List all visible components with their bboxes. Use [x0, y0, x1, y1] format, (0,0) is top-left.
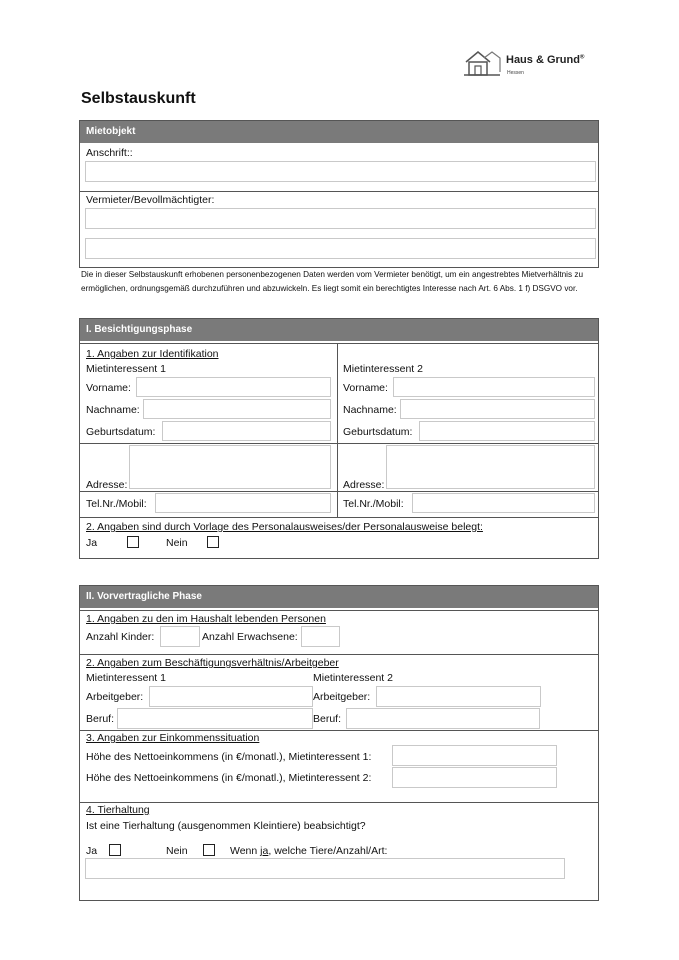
- section-besichtigungsphase: [79, 318, 599, 559]
- wenn-ja-label: Wenn ja, welche Tiere/Anzahl/Art:: [230, 845, 388, 857]
- arbeitgeber-label-2: Arbeitgeber:: [313, 691, 371, 703]
- geburtsdatum-label-2: Geburtsdatum:: [343, 426, 413, 438]
- arbeitgeber-field-2[interactable]: [376, 686, 541, 707]
- vermieter-label: Vermieter/Bevollmächtigter:: [86, 194, 215, 206]
- house-logo-icon: [462, 48, 502, 78]
- netto1-field[interactable]: [392, 745, 557, 766]
- divider: [80, 443, 598, 444]
- haus-und-grund-logo: [462, 48, 602, 82]
- adresse-field-1[interactable]: [129, 445, 331, 489]
- vorname-field-2[interactable]: [393, 377, 595, 397]
- nachname-field-1[interactable]: [143, 399, 331, 419]
- nachname-label-1: Nachname:: [86, 404, 140, 416]
- tierhaltung-question: Ist eine Tierhaltung (ausgenommen Kleintiere) beabsichtigt?: [86, 820, 366, 832]
- adresse-label-1: Adresse:: [86, 479, 128, 491]
- einkommen-heading: 3. Angaben zur Einkommenssituation: [86, 732, 260, 744]
- privacy-notice: Die in dieser Selbstauskunft erhobenen personenbezogenen Daten werden vom Vermieter benötigt, um ein angestrebtes Mietverhältnis zu ermöglichen, ordnungsgemäß durchzuführen und abzuwickeln. Es liegt somit ein berechtigtes Interesse nach Art. 6 Abs. 1 f) DSGVO vor.: [81, 270, 584, 293]
- divider: [80, 517, 598, 518]
- tier-nein-checkbox[interactable]: [203, 844, 215, 856]
- erwachsene-label: Anzahl Erwachsene:: [202, 631, 298, 643]
- adresse-field-2[interactable]: [386, 445, 595, 489]
- tel-label-2: Tel.Nr./Mobil:: [343, 498, 404, 510]
- beruf-field-1[interactable]: [117, 708, 313, 729]
- divider: [80, 610, 598, 611]
- vorname-label-1: Vorname:: [86, 382, 131, 394]
- geburtsdatum-label-1: Geburtsdatum:: [86, 426, 156, 438]
- interessent1-label: Mietinteressent 1: [86, 672, 166, 684]
- interessent2-label: Mietinteressent 2: [313, 672, 393, 684]
- beruf-field-2[interactable]: [346, 708, 540, 729]
- tierhaltung-heading: 4. Tierhaltung: [86, 804, 150, 816]
- divider: [80, 730, 598, 731]
- anschrift-field[interactable]: [85, 161, 596, 182]
- section-header: Mietobjekt: [80, 121, 598, 143]
- netto2-field[interactable]: [392, 767, 557, 788]
- tierhaltung-field[interactable]: [85, 858, 565, 879]
- divider: [80, 191, 598, 192]
- page-title: Selbstauskunft: [81, 90, 196, 107]
- arbeitgeber-label-1: Arbeitgeber:: [86, 691, 144, 703]
- ja-label: Ja: [86, 537, 98, 549]
- ausweis-ja-checkbox[interactable]: [127, 536, 139, 548]
- vorname-label-2: Vorname:: [343, 382, 388, 394]
- tier-ja-checkbox[interactable]: [109, 844, 121, 856]
- logo-region: Hessen: [507, 70, 524, 76]
- geburtsdatum-field-1[interactable]: [162, 421, 331, 441]
- divider: [80, 491, 598, 492]
- beruf-label-1: Beruf:: [86, 713, 115, 725]
- beruf-label-2: Beruf:: [313, 713, 342, 725]
- nein-label: Nein: [166, 537, 188, 549]
- tel-label-1: Tel.Nr./Mobil:: [86, 498, 147, 510]
- ausweis-nein-checkbox[interactable]: [207, 536, 219, 548]
- haushalt-heading: 1. Angaben zu den im Haushalt lebenden Personen: [86, 613, 326, 625]
- erwachsene-field[interactable]: [301, 626, 340, 647]
- netto1-label: Höhe des Nettoeinkommens (in €/monatl.), Mietinteressent 1:: [86, 751, 372, 763]
- vermieter-field-1[interactable]: [85, 208, 596, 229]
- section-vorvertragliche-phase: [79, 585, 599, 901]
- ja-label: Ja: [86, 845, 98, 857]
- tel-field-2[interactable]: [412, 493, 595, 513]
- divider: [80, 343, 598, 344]
- vermieter-field-2[interactable]: [85, 238, 596, 259]
- section-mietobjekt: [79, 120, 599, 268]
- geburtsdatum-field-2[interactable]: [419, 421, 595, 441]
- divider: [80, 654, 598, 655]
- kinder-field[interactable]: [160, 626, 200, 647]
- nachname-field-2[interactable]: [400, 399, 595, 419]
- section-header: I. Besichtigungsphase: [80, 319, 598, 341]
- logo-brand: Haus & Grund®: [506, 54, 585, 66]
- interessent2-label: Mietinteressent 2: [343, 363, 423, 375]
- arbeitgeber-field-1[interactable]: [149, 686, 313, 707]
- netto2-label: Höhe des Nettoeinkommens (in €/monatl.), Mietinteressent 2:: [86, 772, 372, 784]
- beschaeftigung-heading: 2. Angaben zum Beschäftigungsverhältnis/Arbeitgeber: [86, 657, 339, 669]
- anschrift-label: Anschrift::: [86, 147, 133, 159]
- vorname-field-1[interactable]: [136, 377, 331, 397]
- nachname-label-2: Nachname:: [343, 404, 397, 416]
- identifikation-heading: 1. Angaben zur Identifikation: [86, 348, 219, 360]
- tel-field-1[interactable]: [155, 493, 331, 513]
- ausweis-heading: 2. Angaben sind durch Vorlage des Personalausweises/der Personalausweise belegt:: [86, 521, 483, 533]
- kinder-label: Anzahl Kinder:: [86, 631, 155, 643]
- section-header: II. Vorvertragliche Phase: [80, 586, 598, 608]
- nein-label: Nein: [166, 845, 188, 857]
- interessent1-label: Mietinteressent 1: [86, 363, 166, 375]
- adresse-label-2: Adresse:: [343, 479, 385, 491]
- divider: [80, 802, 598, 803]
